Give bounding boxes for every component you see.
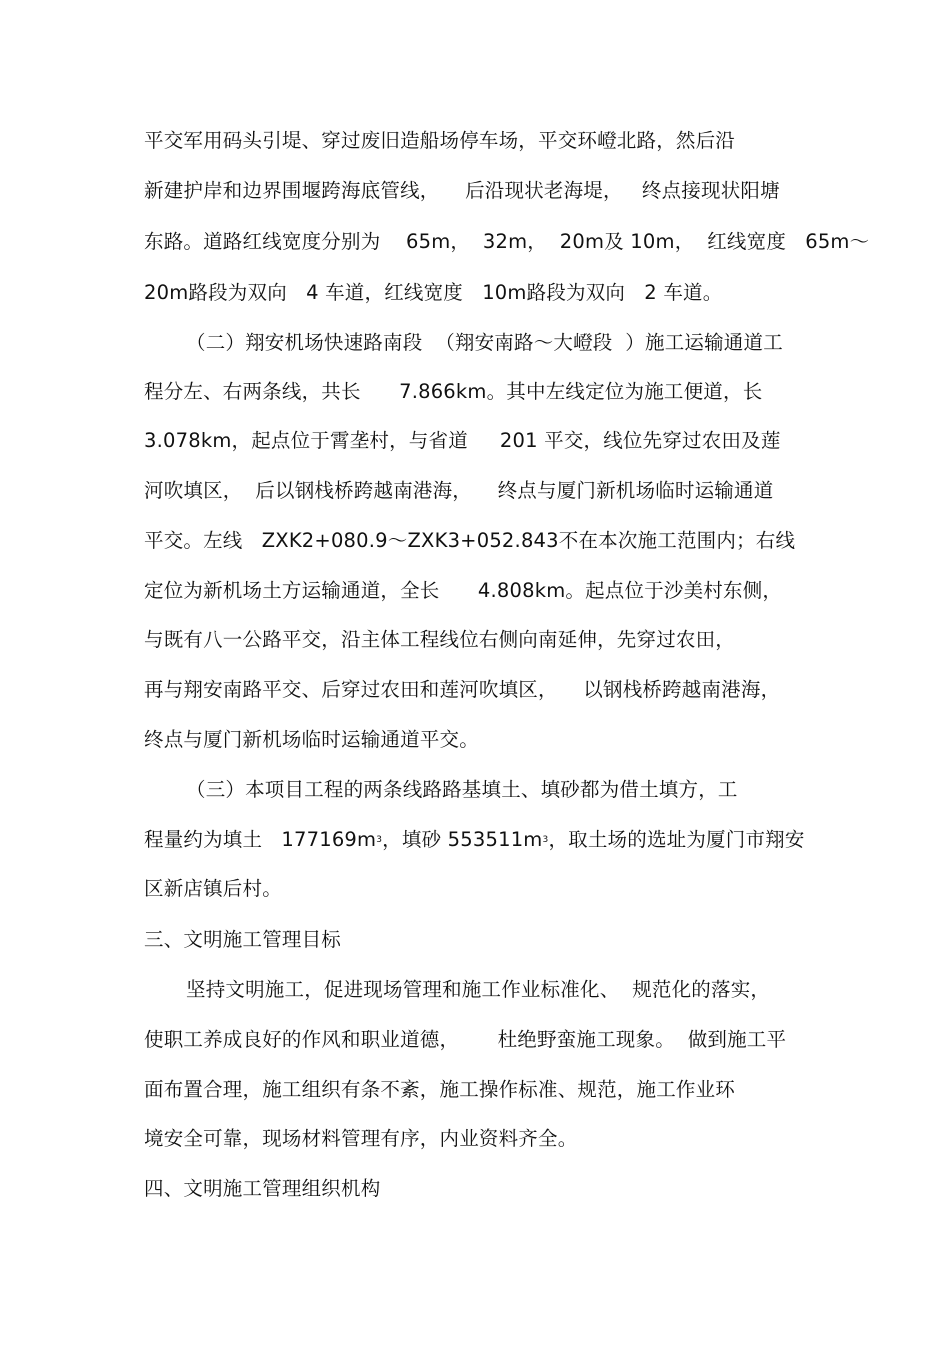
fill-soil-text: 程量约为填土 177169m bbox=[144, 828, 377, 851]
paragraph-2-line-7: 与既有八一公路平交，沿主体工程线位右侧向南延伸，先穿过农田， bbox=[144, 628, 736, 651]
paragraph-4-line-2: 使职工养成良好的作风和职业道德， 杜绝野蛮施工现象。 做到施工平 bbox=[144, 1028, 787, 1051]
paragraph-2-line-5: 平交。左线 ZXK2+080.9～ZXK3+052.843不在本次施工范围内；右线 bbox=[144, 529, 796, 552]
paragraph-3-line-2 bbox=[144, 825, 814, 859]
paragraph-2-line-4: 河吹填区， 后以钢栈桥跨越南港海， 终点与厦门新机场临时运输通道 bbox=[144, 479, 774, 502]
paragraph-2-line-2: 程分左、右两条线，共长 7.866km。其中左线定位为施工便道，长 bbox=[144, 380, 763, 403]
cubic-superscript: 3 bbox=[542, 835, 549, 845]
paragraph-3-line-3: 区新店镇后村。 bbox=[144, 877, 282, 900]
cubic-superscript: 3 bbox=[376, 835, 383, 845]
paragraph-2-line-8: 再与翔安南路平交、后穿过农田和莲河吹填区， 以钢栈桥跨越南港海， bbox=[144, 678, 781, 701]
paragraph-3-line-1: （三）本项目工程的两条线路路基填土、填砂都为借土填方，工 bbox=[186, 778, 738, 801]
paragraph-2-line-1: （二）翔安机场快速路南段 （翔安南路～大嶝段 ）施工运输通道工 bbox=[186, 331, 783, 354]
section-heading-3: 三、文明施工管理目标 bbox=[144, 928, 342, 951]
paragraph-4-line-1: 坚持文明施工，促进现场管理和施工作业标准化、 规范化的落实， bbox=[186, 978, 771, 1001]
section-heading-4: 四、文明施工管理组织机构 bbox=[144, 1177, 381, 1200]
paragraph-2-line-3: 3.078km，起点位于霄垄村，与省道 201 平交，线位先穿过农田及莲 bbox=[144, 429, 781, 452]
paragraph-1-line-4: 20m路段为双向 4 车道，红线宽度 10m路段为双向 2 车道。 bbox=[144, 281, 723, 304]
paragraph-2-line-9: 终点与厦门新机场临时运输通道平交。 bbox=[144, 728, 479, 751]
paragraph-1-line-3: 东路。道路红线宽度分别为 65m， 32m， 20m及 10m， 红线宽度 65m～ bbox=[144, 230, 870, 253]
paragraph-4-line-3: 面布置合理，施工组织有条不紊，施工操作标准、规范，施工作业环 bbox=[144, 1078, 736, 1101]
fill-sand-text: ，填砂 553511m bbox=[382, 828, 543, 851]
paragraph-4-line-4: 境安全可靠，现场材料管理有序，内业资料齐全。 bbox=[144, 1127, 578, 1150]
paragraph-2-line-6: 定位为新机场土方运输通道，全长 4.808km。起点位于沙美村东侧， bbox=[144, 579, 783, 602]
borrow-site-text: ，取土场的选址为厦门市翔安 bbox=[548, 828, 805, 851]
paragraph-1-line-2: 新建护岸和边界围堰跨海底管线， 后沿现状老海堤， 终点接现状阳塘 bbox=[144, 179, 780, 202]
paragraph-1-line-1: 平交军用码头引堤、穿过废旧造船场停车场，平交环嶝北路，然后沿 bbox=[144, 129, 736, 152]
